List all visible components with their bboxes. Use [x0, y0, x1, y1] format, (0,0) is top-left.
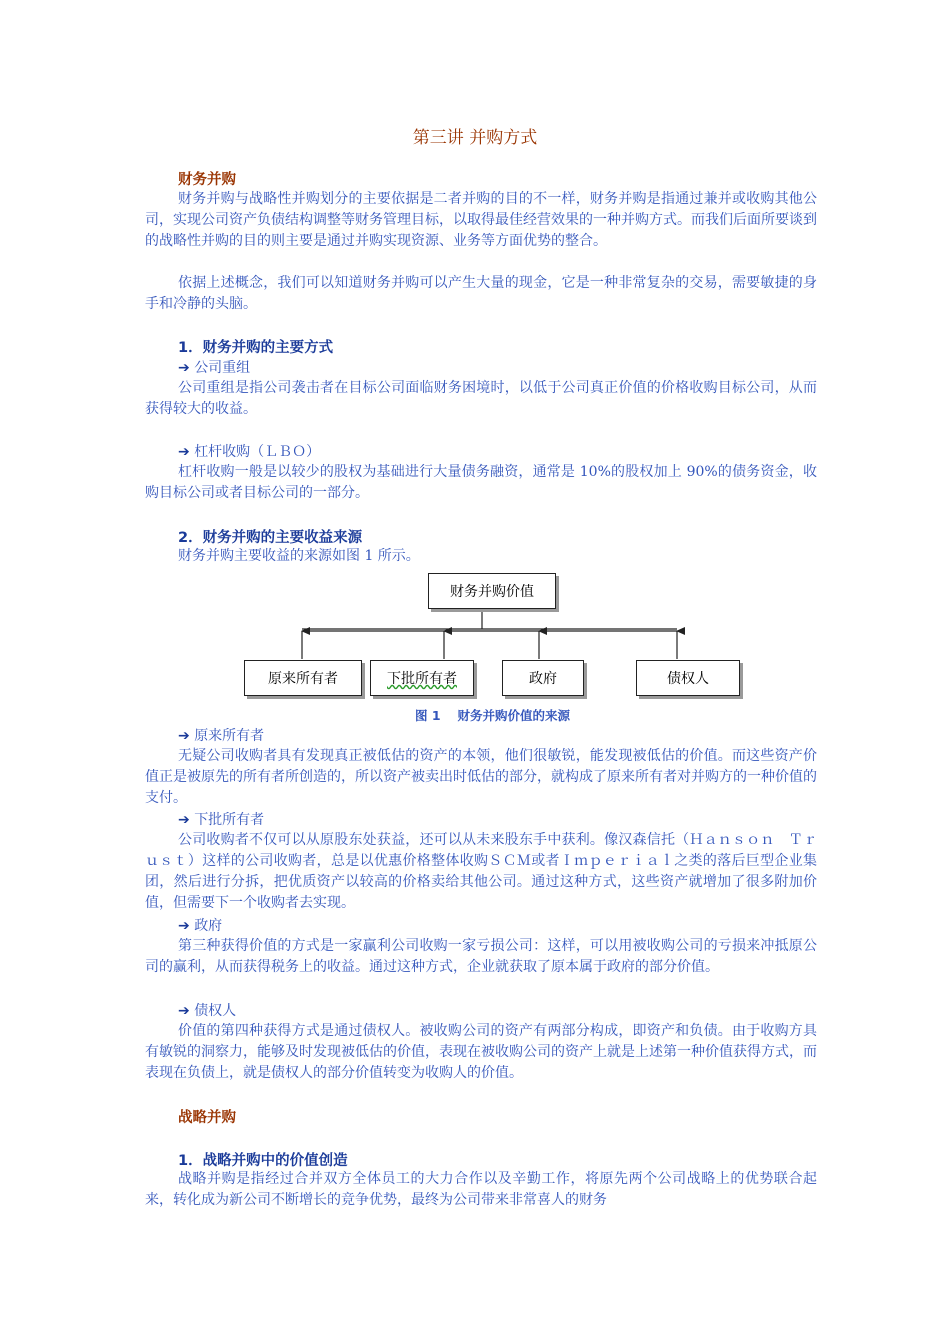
diagram-root-node: 财务并购价值 [428, 573, 556, 609]
arrow-right-icon: ➔ [178, 360, 190, 376]
subheading-revenue-sources: 2．财务并购的主要收益来源 [178, 530, 363, 546]
subheading-value-creation: 1．战略并购中的价值创造 [178, 1153, 348, 1169]
paragraph: 价值的第四种获得方式是通过债权人。被收购公司的资产有两部分构成，即资产和负债。由于收购方具有敏锐的洞察力，能够及时发现被低估的价值，表现在被收购公司的资产上就是上述第一种价值获得方式，而表现在负债上，就是债权人的部分价值转变为收购人的价值。 [145, 1023, 817, 1081]
list-item-label: ➔ 政府 [178, 918, 223, 934]
paragraph: 战略并购是指经过合并双方全体员工的大力合作以及辛勤工作，将原先两个公司战略上的优势联合起来，转化成为新公司不断增长的竞争优势，最终为公司带来非常喜人的财务 [145, 1171, 817, 1208]
paragraph: 公司收购者不仅可以从原股东处获益，还可以从未来股东手中获利。像汉森信托（Ｈａｎｓｏｎ Ｔｒｕｓｔ）这样的公司收购者，总是以优惠价格整体收购ＳＣＭ或者Ｉｍｐｅｒｉａｌ之类的落后巨型企业集团，然后进行分拆，把优质资产以较高的价格卖给其他公司。通过这种方式，这些资产就增加了很多附加价值，但需要下一个收购者去实现。 [145, 832, 817, 911]
value-source-diagram [230, 565, 750, 715]
subheading-main-methods: 1．财务并购的主要方式 [178, 340, 334, 356]
arrow-right-icon: ➔ [178, 918, 190, 934]
diagram-node-creditor: 债权人 [636, 660, 740, 696]
section-heading-strategic: 战略并购 [178, 1110, 236, 1126]
paragraph: 依据上述概念，我们可以知道财务并购可以产生大量的现金，它是一种非常复杂的交易，需要敏捷的身手和冷静的头脑。 [145, 275, 817, 312]
list-item-label: ➔ 公司重组 [178, 360, 251, 376]
section-heading-financial: 财务并购 [178, 172, 236, 188]
list-item-label: ➔ 杠杆收购（ＬＢＯ） [178, 444, 321, 460]
paragraph: 财务并购主要收益的来源如图 1 所示。 [178, 548, 420, 564]
list-item-label: ➔ 下批所有者 [178, 812, 265, 828]
paragraph: 财务并购与战略性并购划分的主要依据是二者并购的目的不一样，财务并购是指通过兼并或收购其他公司，实现公司资产负债结构调整等财务管理目标，以取得最佳经营效果的一种并购方式。而我们后面所要谈到的战略性并购的目的则主要是通过并购实现资源、业务等方面优势的整合。 [145, 191, 817, 249]
diagram-node-original-owner: 原来所有者 [244, 660, 362, 696]
page-title: 第三讲 并购方式 [412, 128, 538, 148]
paragraph: 公司重组是指公司袭击者在目标公司面临财务困境时，以低于公司真正价值的价格收购目标公司，从而获得较大的收益。 [145, 380, 817, 417]
paragraph: 第三种获得价值的方式是一家赢利公司收购一家亏损公司：这样，可以用被收购公司的亏损来冲抵原公司的赢利，从而获得税务上的收益。通过这种方式，企业就获取了原本属于政府的部分价值。 [145, 938, 817, 975]
diagram-node-next-owner: 下批所有者 [370, 660, 474, 696]
arrow-right-icon: ➔ [178, 812, 190, 828]
list-item-label: ➔ 原来所有者 [178, 728, 265, 744]
list-item-label: ➔ 债权人 [178, 1003, 237, 1019]
figure-caption: 图 1 财务并购价值的来源 [415, 708, 570, 723]
arrow-right-icon: ➔ [178, 1003, 190, 1019]
diagram-node-government: 政府 [502, 660, 584, 696]
paragraph: 杠杆收购一般是以较少的股权为基础进行大量债务融资，通常是 10%的股权加上 90%的债务资金，收购目标公司或者目标公司的一部分。 [145, 464, 817, 501]
arrow-right-icon: ➔ [178, 444, 190, 460]
arrow-right-icon: ➔ [178, 728, 190, 744]
paragraph: 无疑公司收购者具有发现真正被低估的资产的本领，他们很敏锐，能发现被低估的价值。而这些资产价值正是被原先的所有者所创造的，所以资产被卖出时低估的部分，就构成了原来所有者对并购方的一种价值的支付。 [145, 748, 817, 806]
